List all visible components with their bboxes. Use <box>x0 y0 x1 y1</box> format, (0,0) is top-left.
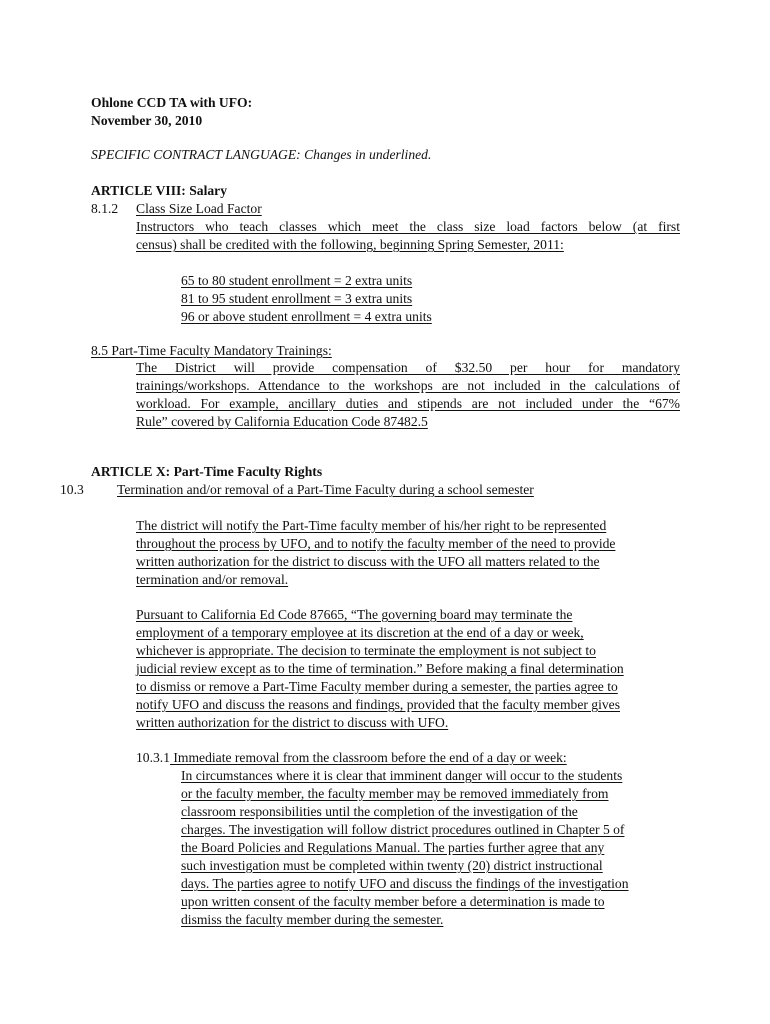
section-8-1-2-title: Class Size Load Factor <box>136 201 262 216</box>
paragraph-2-line: notify UFO and discuss the reasons and findings, provided that the faculty member gives <box>136 697 620 712</box>
section-8-1-2-line: Instructors who teach classes which meet the class size load factors below (at first <box>136 219 680 234</box>
section-10-3-title: Termination and/or removal of a Part-Time Faculty during a school semester <box>117 482 534 497</box>
paragraph-2-line: employment of a temporary employee at its discretion at the end of a day or week, <box>136 625 584 640</box>
section-8-1-2-line: census) shall be credited with the following, beginning Spring Semester, 2011: <box>136 237 564 252</box>
section-8-1-2-number: 8.1.2 <box>91 201 119 216</box>
paragraph-3-line: dismiss the faculty member during the semester. <box>181 912 444 927</box>
paragraph-3-line: charges. The investigation will follow district procedures outlined in Chapter 5 of <box>181 822 625 837</box>
section-8-5-line: trainings/workshops. Attendance to the workshops are not included in the calculations of <box>136 378 680 393</box>
paragraph-1-line: throughout the process by UFO, and to notify the faculty member of the need to provide <box>136 536 616 551</box>
article-8-heading: ARTICLE VIII: Salary <box>91 183 227 198</box>
paragraph-1-line: The district will notify the Part-Time faculty member of his/her right to be represented <box>136 518 607 533</box>
paragraph-3-line: or the faculty member, the faculty member may be removed immediately from <box>181 786 609 801</box>
section-8-5-line: workload. For example, ancillary duties and stipends are not included under the “67% <box>136 396 680 411</box>
enrollment-item: 65 to 80 student enrollment = 2 extra units <box>181 273 413 288</box>
enrollment-item: 96 or above student enrollment = 4 extra units <box>181 309 432 324</box>
paragraph-3-line: days. The parties agree to notify UFO and discuss the findings of the investigation <box>181 876 629 891</box>
section-10-3-1-heading <box>136 749 567 767</box>
section-8-5-line: The District will provide compensation of $32.50 per hour for mandatory <box>136 360 680 375</box>
section-8-5-line: Rule” covered by California Education Code 87482.5 <box>136 414 428 429</box>
document-title: Ohlone CCD TA with UFO: <box>91 95 253 110</box>
section-10-3-1-title: Immediate removal from the classroom before the end of a day or week: <box>169 750 567 765</box>
paragraph-3-line: In circumstances where it is clear that imminent danger will occur to the students <box>181 768 623 783</box>
paragraph-2-line: to dismiss or remove a Part-Time Faculty member during a semester, the parties agree to <box>136 679 618 694</box>
section-10-3-number: 10.3 <box>60 482 84 497</box>
paragraph-3-line: the Board Policies and Regulations Manual. The parties further agree that any <box>181 840 605 855</box>
paragraph-3-line: classroom responsibilities until the completion of the investigation of the <box>181 804 578 819</box>
section-10-3-1-number: 10.3.1 <box>136 750 170 765</box>
paragraph-1-line: termination and/or removal. <box>136 572 289 587</box>
enrollment-item: 81 to 95 student enrollment = 3 extra units <box>181 291 413 306</box>
paragraph-2-line: written authorization for the district to discuss with UFO. <box>136 715 449 730</box>
paragraph-1-line: written authorization for the district to discuss with the UFO all matters related to the <box>136 554 600 569</box>
paragraph-2-line: whichever is appropriate. The decision to terminate the employment is not subject to <box>136 643 596 658</box>
paragraph-2-line: judicial review except as to the time of termination.” Before making a final determination <box>136 661 624 676</box>
document-date: November 30, 2010 <box>91 113 203 128</box>
paragraph-3-line: such investigation must be completed within twenty (20) district instructional <box>181 858 603 873</box>
section-8-5-title: 8.5 Part-Time Faculty Mandatory Trainings: <box>91 343 332 358</box>
document-subtitle: SPECIFIC CONTRACT LANGUAGE: Changes in underlined. <box>91 147 432 162</box>
article-10-heading: ARTICLE X: Part-Time Faculty Rights <box>91 464 323 479</box>
paragraph-3-line: upon written consent of the faculty member before a determination is made to <box>181 894 605 909</box>
paragraph-2-line: Pursuant to California Ed Code 87665, “The governing board may terminate the <box>136 607 573 622</box>
